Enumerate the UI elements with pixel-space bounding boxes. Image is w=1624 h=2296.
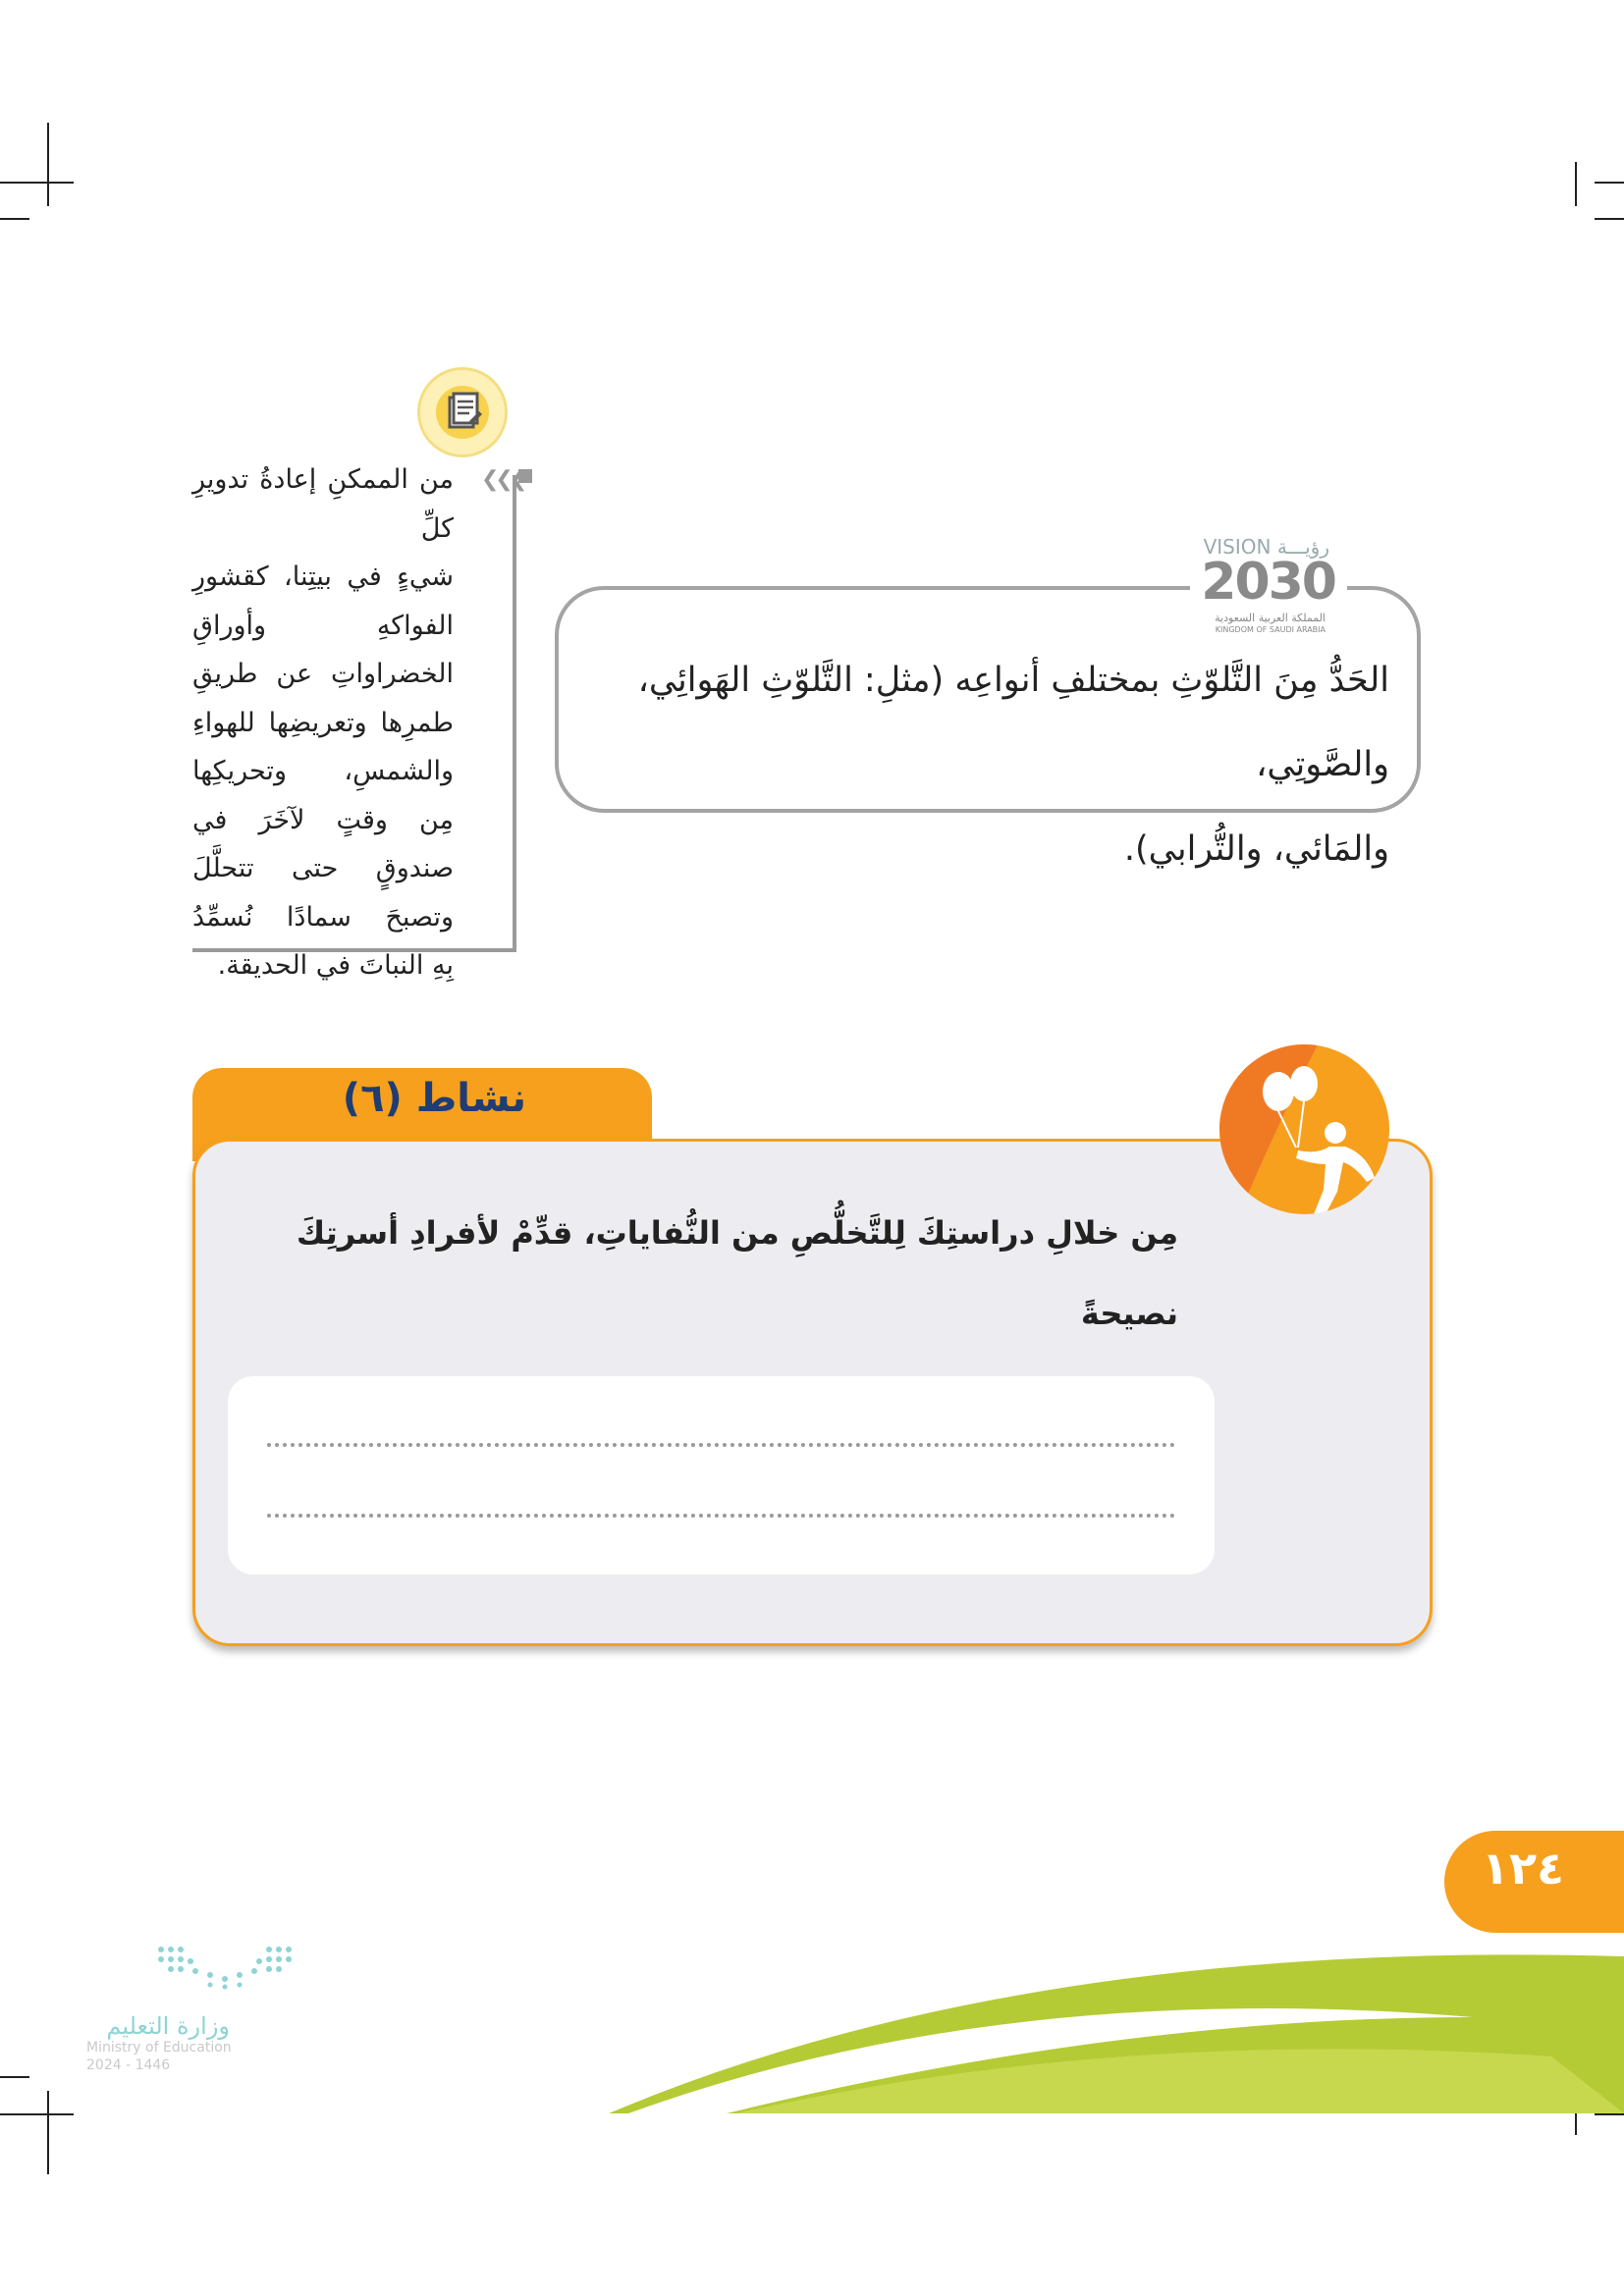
vision-logo-en: VISION	[1203, 535, 1272, 559]
answer-area[interactable]	[228, 1376, 1215, 1575]
vision-logo-ar: رؤيـــة	[1276, 535, 1329, 559]
crop-mark	[47, 2091, 49, 2174]
crop-mark	[0, 182, 74, 184]
vision-goal-line: والمَائي، والتُّرابي).	[1123, 829, 1389, 869]
ministry-name-en: Ministry of Education	[86, 2040, 232, 2056]
activity-title: نشاط (٦)	[342, 1076, 526, 1121]
vision-logo-year: 2030	[1201, 553, 1335, 612]
crop-mark	[1595, 182, 1624, 184]
ministry-name-ar: وزارة التعليم	[106, 2012, 230, 2040]
side-note-text	[192, 455, 454, 990]
ministry-year: 2024 - 1446	[86, 2057, 171, 2073]
side-note-line: والشمسِ، وتحريكِها	[192, 756, 454, 786]
vision-goal-line: الحَدُّ مِنَ التَّلوّثِ بمختلفِ أنواعِه (مثلِ: التَّلوّثِ الهَوائِي، والصَّوتِي،	[637, 661, 1389, 784]
side-note-line: شيءٍ في بيتِنا، كقشورِ	[192, 561, 454, 592]
notes-icon	[417, 367, 508, 457]
page-number: ١٢٤	[1481, 1842, 1565, 1895]
vision-logo-kingdom-ar: المملكة العربية السعودية	[1215, 612, 1326, 624]
ministry-logo	[82, 1942, 308, 2079]
side-note-line: وتصبحَ سمادًا نُسمِّدُ	[192, 901, 454, 933]
chevrons-icon: ❮❮❮	[481, 467, 524, 492]
activity-child-balloon-icon	[1219, 1044, 1389, 1214]
side-note-line: مِن وقتٍ لآخَرَ في	[192, 804, 454, 835]
vision-2030-logo	[1190, 535, 1347, 633]
side-note-line: بِهِ النباتَ في الحديقة.	[217, 950, 454, 981]
crop-mark	[1595, 218, 1624, 220]
activity-question-line: مِن خلالِ دراستِكَ لِلتَّخلُّصِ من النُّفاياتِ، قدِّمْ لأفرادِ أسرتِكَ نصيحةً	[296, 1214, 1178, 1332]
side-note-line: طمرِها وتعريضِها للهواءِ	[192, 707, 454, 738]
side-note-line: من الممكنِ إعادةُ تدويرِ كلِّ	[192, 464, 454, 544]
side-note-line: الخضراواتِ عن طريقِ	[192, 659, 454, 689]
ministry-dots-icon	[151, 1942, 298, 1991]
side-note-line: صندوقٍ حتى تتحلَّلَ	[192, 853, 454, 883]
vision-logo-kingdom-en: KINGDOM OF SAUDI ARABIA	[1215, 625, 1326, 634]
green-swoosh-decoration	[609, 1949, 1624, 2115]
answer-line[interactable]	[267, 1514, 1175, 1518]
crop-mark	[47, 123, 49, 206]
crop-mark	[0, 2113, 74, 2115]
vision-goal-text	[589, 638, 1389, 891]
crop-mark	[0, 2076, 29, 2078]
crop-mark	[0, 218, 29, 220]
side-note-line: الفواكهِ وأوراقِ	[192, 610, 454, 641]
answer-line[interactable]	[267, 1443, 1175, 1447]
crop-mark	[1575, 162, 1577, 206]
